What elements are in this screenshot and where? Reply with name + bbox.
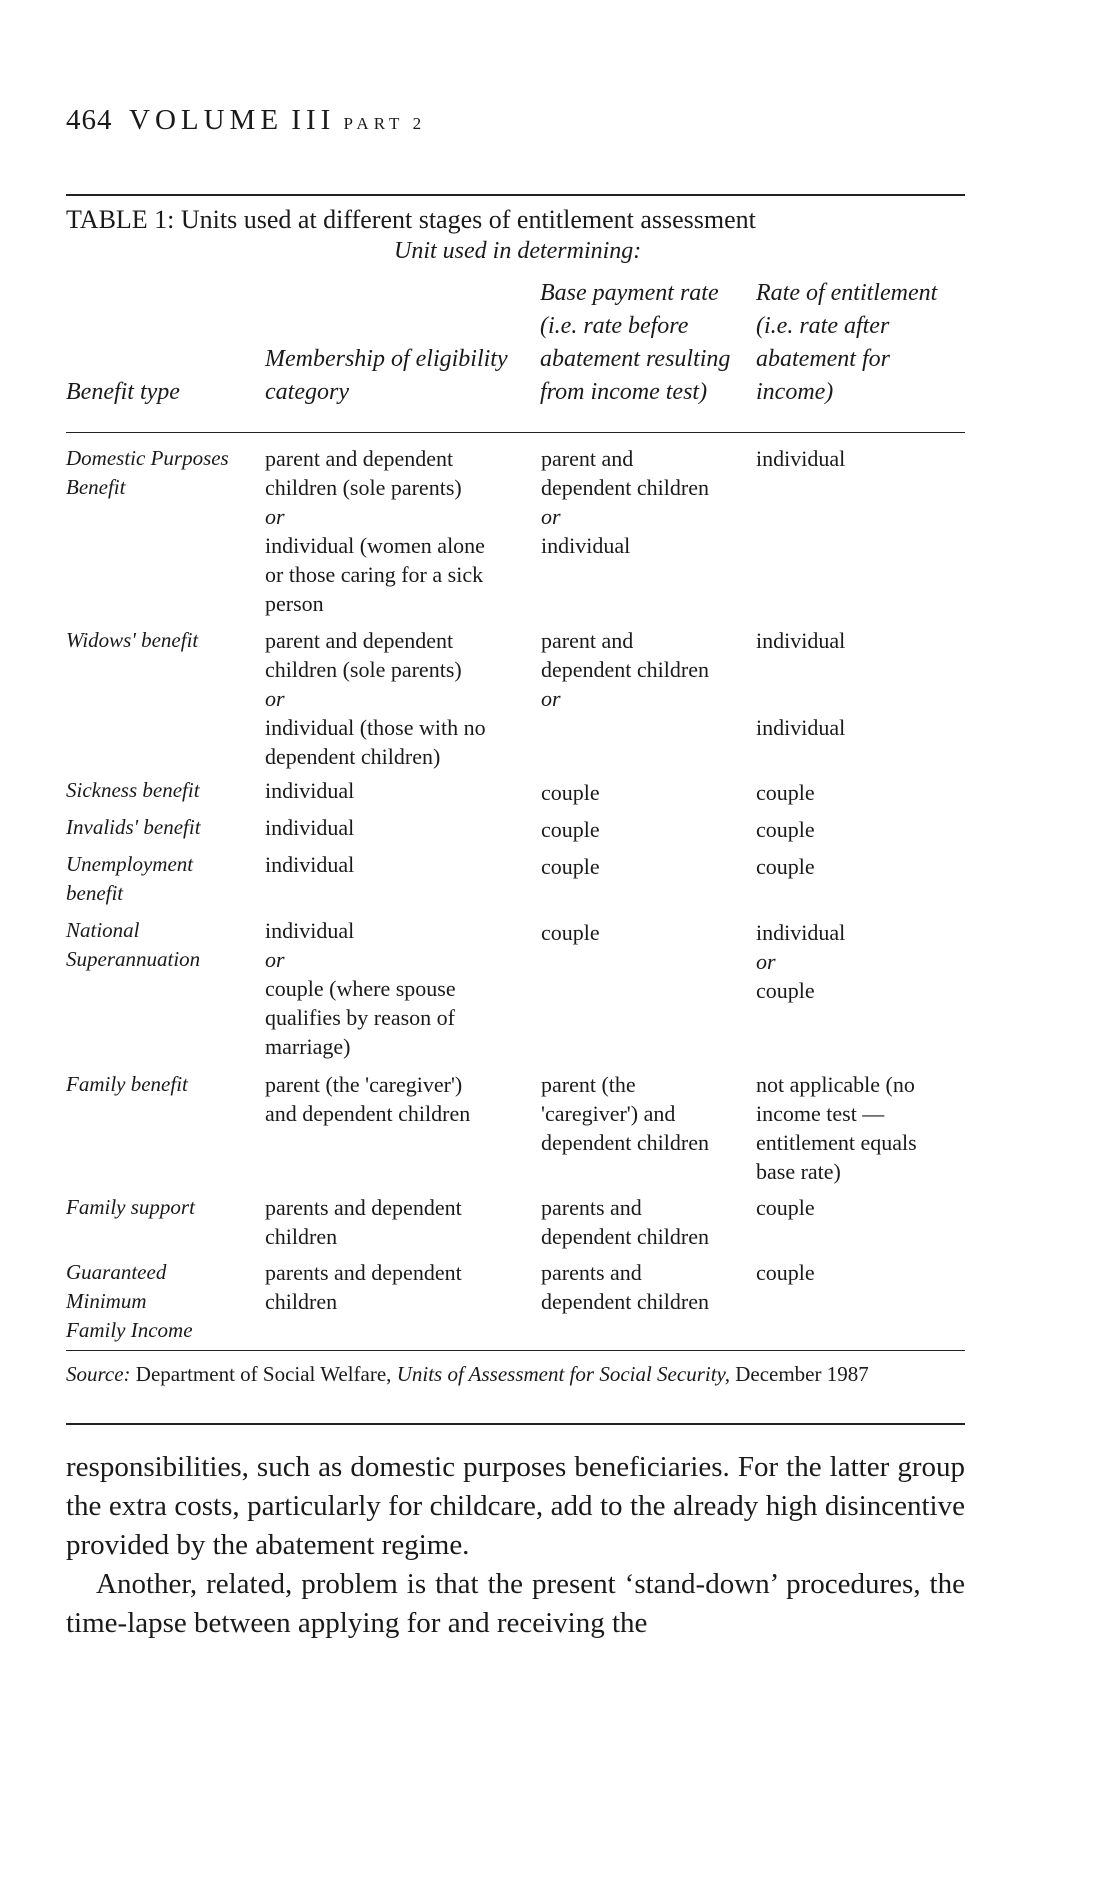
table-top-rule xyxy=(66,194,965,196)
body-text xyxy=(66,1448,965,1643)
row-entitlement: couple xyxy=(756,854,815,879)
row-benefit-type: Family benefit xyxy=(66,1072,188,1096)
part-label: PART xyxy=(343,114,405,133)
source-department: Department of Social Welfare, xyxy=(135,1362,392,1386)
table-title: TABLE 1: Units used at different stages of entitlement assessment xyxy=(66,205,756,234)
table-bottom-rule xyxy=(66,1423,965,1425)
row-benefit-type: Domestic Purposes Benefit xyxy=(66,446,229,499)
row-membership: individual xyxy=(265,778,355,803)
row-entitlement: individual xyxy=(756,446,846,471)
table-source xyxy=(66,1360,966,1388)
page-number: 464 xyxy=(66,104,113,136)
source-date: December 1987 xyxy=(735,1362,869,1386)
paragraph: Another, related, problem is that the present ‘stand-down’ procedures, the time-lapse between applying for and receiving the xyxy=(66,1568,965,1639)
running-header xyxy=(66,104,426,137)
row-base-rate: parents and dependent children xyxy=(541,1195,709,1249)
row-membership: parents and dependent children xyxy=(265,1195,462,1249)
column-header-membership: Membership of eligibility category xyxy=(265,346,508,405)
part-number: 2 xyxy=(412,114,427,133)
row-membership: individual xyxy=(265,852,355,877)
row-benefit-type: National Superannuation xyxy=(66,918,201,971)
row-base-rate: parents and dependent children xyxy=(541,1260,709,1314)
row-entitlement: individual or couple xyxy=(756,920,846,1003)
column-header-entitlement: Rate of entitlement (i.e. rate after abatement for income) xyxy=(756,280,938,405)
row-base-rate: parent (the 'caregiver') and dependent children xyxy=(541,1072,709,1155)
row-base-rate: couple xyxy=(541,780,600,805)
volume-label: VOLUME xyxy=(129,104,284,136)
column-header-benefit-type: Benefit type xyxy=(66,379,180,405)
paragraph: responsibilities, such as domestic purposes beneficiaries. For the latter group the extra costs, particularly for childcare, add to the already high disincentive provided by the abatement regime. xyxy=(66,1451,965,1561)
row-benefit-type: Invalids' benefit xyxy=(66,815,201,839)
row-entitlement: couple xyxy=(756,1195,815,1220)
volume-number: III xyxy=(291,104,336,136)
row-benefit-type: Widows' benefit xyxy=(66,628,199,652)
row-base-rate: parent and dependent children or xyxy=(541,628,709,711)
row-membership: individual xyxy=(265,815,355,840)
row-base-rate: parent and dependent children or individual xyxy=(541,446,709,558)
header-rule xyxy=(66,432,965,433)
row-entitlement: not applicable (no income test — entitlement equals base rate) xyxy=(756,1072,917,1184)
row-membership: parent and dependent children (sole parents) or individual (women alone or those caring for a sick person xyxy=(265,446,485,616)
row-base-rate: couple xyxy=(541,920,600,945)
row-benefit-type: Guaranteed Minimum Family Income xyxy=(66,1260,193,1342)
row-entitlement: couple xyxy=(756,780,815,805)
row-membership: parent (the 'caregiver') and dependent children xyxy=(265,1072,471,1126)
source-title: Units of Assessment for Social Security, xyxy=(396,1362,730,1386)
row-entitlement: individual individual xyxy=(756,628,846,740)
column-header-base-rate: Base payment rate (i.e. rate before abatement resulting from income test) xyxy=(540,280,731,405)
row-membership: parent and dependent children (sole parents) or individual (those with no dependent children) xyxy=(265,628,486,769)
row-entitlement: couple xyxy=(756,817,815,842)
row-membership: individual or couple (where spouse qualifies by reason of marriage) xyxy=(265,918,456,1059)
row-membership: parents and dependent children xyxy=(265,1260,462,1314)
row-benefit-type: Sickness benefit xyxy=(66,778,200,802)
row-base-rate: couple xyxy=(541,854,600,879)
row-entitlement: couple xyxy=(756,1260,815,1285)
source-label: Source: xyxy=(66,1362,131,1386)
row-benefit-type: Unemployment benefit xyxy=(66,852,194,905)
table-subtitle: Unit used in determining: xyxy=(394,238,642,264)
row-base-rate: couple xyxy=(541,817,600,842)
row-benefit-type: Family support xyxy=(66,1195,195,1219)
source-rule xyxy=(66,1350,965,1351)
